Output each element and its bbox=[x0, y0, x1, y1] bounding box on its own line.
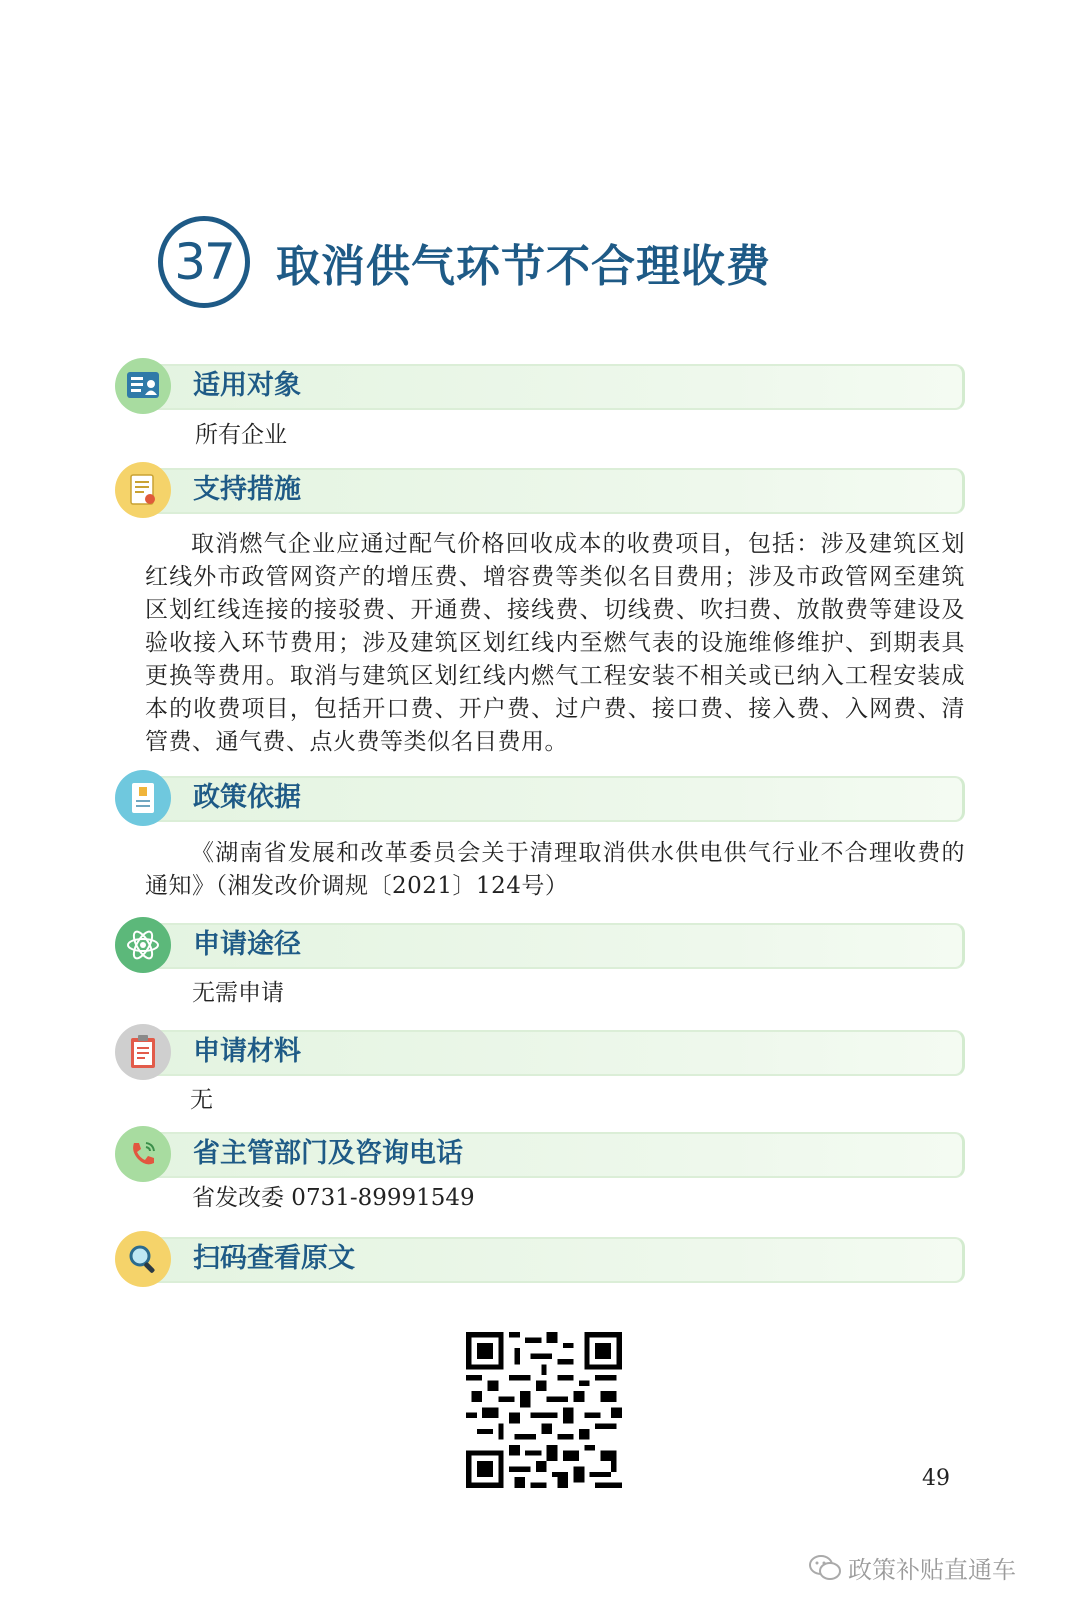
section-header-basis bbox=[115, 770, 965, 826]
wechat-icon bbox=[808, 1554, 842, 1582]
policy-document-icon bbox=[115, 770, 171, 826]
qr-code[interactable] bbox=[466, 1332, 622, 1488]
id-card-icon bbox=[115, 358, 171, 414]
basis-content: 《湖南省发展和改革委员会关于清理取消供水供电供气行业不合理收费的通知》（湘发改价调规〔2021〕124号） bbox=[145, 840, 965, 899]
section-title: 申请途径 bbox=[193, 929, 301, 960]
section-header-contact bbox=[115, 1126, 965, 1182]
channel-content: 无需申请 bbox=[192, 980, 284, 1006]
item-number-badge: 37 bbox=[158, 216, 250, 308]
clipboard-icon bbox=[115, 1024, 171, 1080]
section-header-target bbox=[115, 358, 965, 414]
phone-icon bbox=[115, 1126, 171, 1182]
title-text: 取消供气环节不合理收费 bbox=[276, 241, 771, 292]
section-title: 政策依据 bbox=[193, 782, 301, 813]
section-header-materials bbox=[115, 1024, 965, 1080]
contact-content: 省发改委 0731-89991549 bbox=[192, 1185, 475, 1211]
section-title: 申请材料 bbox=[193, 1036, 301, 1067]
watermark-text: 政策补贴直通车 bbox=[848, 1556, 1016, 1584]
document-seal-icon bbox=[115, 462, 171, 518]
measures-content: 取消燃气企业应通过配气价格回收成本的收费项目，包括：涉及建筑区划红线外市政管网资产的增压费、增容费等类似名目费用；涉及市政管网至建筑区划红线连接的接驳费、开通费、接线费、切线费、吹扫费、放散费等建设及验收接入环节费用；涉及建筑区划红线内至燃气表的设施维修维护、到期表具更换等费用。取消与建筑区划红线内燃气工程安装不相关或已纳入工程安装成本的收费项目，包括开口费、开户费、过户费、接口费、接入费、入网费、清管费、通气费、点火费等类似名目费用。 bbox=[145, 531, 965, 755]
section-header-scan bbox=[115, 1231, 965, 1287]
page-number: 49 bbox=[922, 1466, 950, 1491]
watermark bbox=[808, 1550, 1016, 1585]
section-title: 适用对象 bbox=[193, 370, 301, 401]
section-title: 扫码查看原文 bbox=[193, 1243, 355, 1274]
materials-content: 无 bbox=[190, 1087, 213, 1113]
atom-icon bbox=[115, 917, 171, 973]
target-content: 所有企业 bbox=[195, 422, 287, 448]
section-title: 省主管部门及咨询电话 bbox=[193, 1138, 463, 1169]
section-header-measures bbox=[115, 462, 965, 518]
section-title: 支持措施 bbox=[193, 474, 301, 505]
page-title bbox=[158, 216, 771, 308]
section-header-channel bbox=[115, 917, 965, 973]
magnifier-icon bbox=[115, 1231, 171, 1287]
